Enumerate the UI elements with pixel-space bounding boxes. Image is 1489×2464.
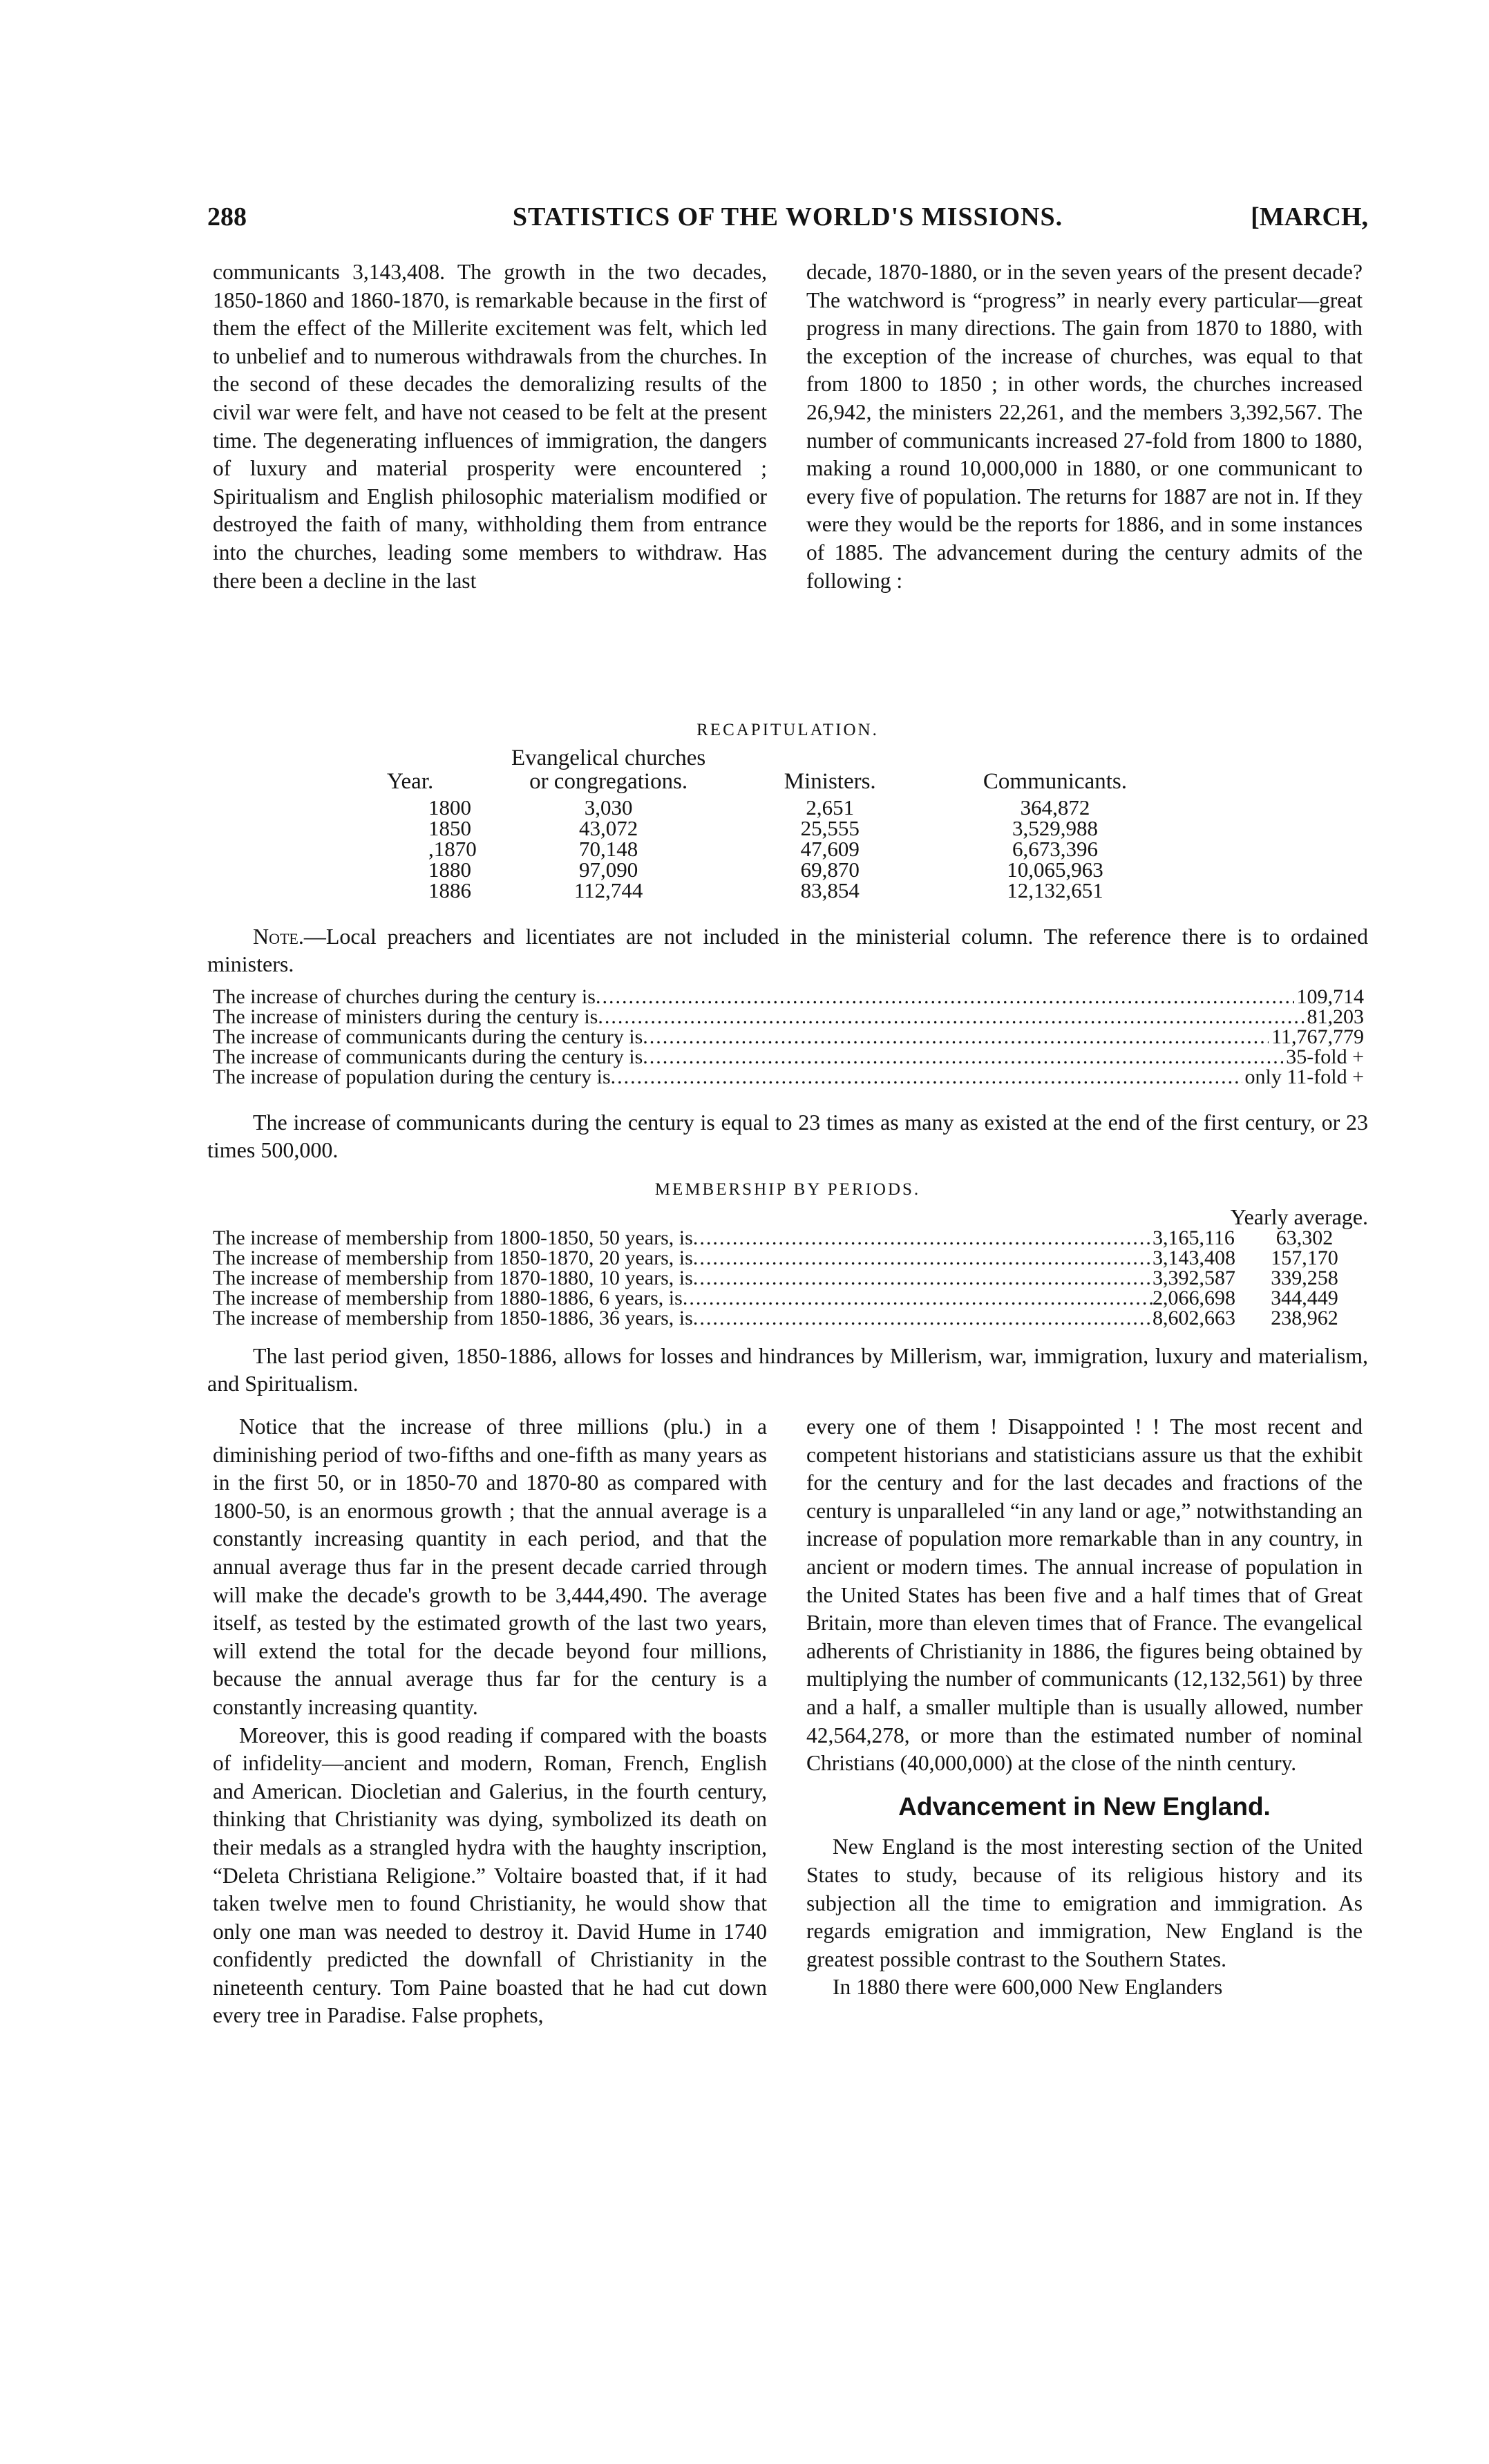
dot-leader	[693, 1308, 1153, 1328]
dot-leader	[683, 1288, 1153, 1308]
list-item	[213, 1047, 1364, 1067]
table-row	[213, 1228, 1360, 1248]
membership-label: The increase of membership from 1880-1886, 6 years, is	[213, 1287, 683, 1309]
increase-label: The increase of population during the century is	[213, 1065, 611, 1088]
cell-ministers: 25,555	[800, 816, 860, 840]
membership-average: 339,258	[1271, 1267, 1338, 1289]
dot-leader	[693, 1248, 1153, 1268]
increase-label: The increase of ministers during the century is	[213, 1005, 598, 1028]
running-title: STATISTICS OF THE WORLD'S MISSIONS.	[512, 202, 1063, 231]
recapitulation-table	[387, 746, 1175, 901]
increase-label: The increase of communicants during the century is	[213, 1025, 643, 1048]
note-label: Note.	[253, 924, 304, 949]
increase-value: 109,714	[1296, 985, 1364, 1008]
dot-leader	[643, 1047, 1283, 1067]
list-item	[213, 1027, 1364, 1047]
membership-label: The increase of membership from 1850-1870, 20 years, is	[213, 1247, 693, 1269]
last-period-paragraph: The last period given, 1850-1886, allows for losses and hindrances by Millerism, war, immigration, luxury and materialism, and Spiritualism.	[207, 1343, 1368, 1396]
col-header-churches-line1: Evangelical churches	[511, 746, 706, 770]
increase-list	[213, 987, 1364, 1087]
column-top-right	[806, 258, 1363, 595]
table-row	[387, 839, 1175, 860]
yearly-average-header: Yearly average.	[1230, 1204, 1368, 1229]
dot-leader	[611, 1067, 1242, 1087]
cell-ministers: 69,870	[800, 857, 860, 882]
running-header	[207, 202, 1368, 240]
paragraph: decade, 1870-1880, or in the seven years of the present decade? The watchword is “progress” in nearly every particular—great progress in many directions. The gain from 1870 to 1880, with the exception of the increase of churches, was equal to that from 1800 to 1850 ; in other words, the churches increased 26,942, the ministers 22,261, and the members 3,392,567. The number of communicants increased 27-fold from 1800 to 1880, making a round 10,000,000 in 1880, or one communicant to every five of population. The returns for 1887 are not in. If they were they would be the reports for 1886, and in some instances of 1885. The advancement during the century admits of the following :	[806, 260, 1363, 593]
note-text: —Local preachers and licentiates are not included in the ministerial column. The reference there is to ordained ministers.	[207, 924, 1368, 976]
table-row	[387, 860, 1175, 880]
table-row	[387, 880, 1175, 901]
cell-communicants: 12,132,651	[1007, 878, 1103, 902]
cell-ministers: 2,651	[806, 795, 855, 819]
column-top-left	[213, 258, 767, 595]
running-month: [MARCH,	[1251, 202, 1368, 231]
cell-communicants: 6,673,396	[1012, 837, 1098, 861]
table-row	[213, 1268, 1360, 1288]
column-bottom-right	[806, 1413, 1363, 2002]
table-row	[213, 1248, 1360, 1268]
cell-year: 1886	[428, 878, 471, 902]
cell-year: 1800	[428, 795, 471, 819]
col-header-year: Year.	[387, 769, 434, 794]
table-row	[213, 1308, 1360, 1328]
table-row	[387, 797, 1175, 818]
paragraph: Notice that the increase of three millions (plu.) in a diminishing period of two-fifths and one-fifth as many years as in the first 50, or in 1850-70 and 1870-80 as compared with 1800-50, is an enormous growth ; that the annual average is a constantly increasing quantity in each period, and that the annual average thus far in the present decade carried through will make the decade's growth to be 3,444,490. The average itself, as tested by the estimated growth of the last two years, will extend the total for the decade beyond four millions, because the annual average thus far for the century is a constantly increasing quantity.	[213, 1414, 767, 1719]
increase-value: 81,203	[1307, 1005, 1364, 1028]
membership-average: 238,962	[1271, 1307, 1338, 1329]
paragraph: New England is the most interesting section of the United States to study, because of its religious history and its subjection all the time to emigration and immigration. As regards emigration and immigration, New England is the greatest possible contrast to the Southern States.	[806, 1835, 1363, 1971]
paragraph: communicants 3,143,408. The growth in the two decades, 1850-1860 and 1860-1870, is remarkable because in the first of them the effect of the Millerite excitement was felt, which led to unbelief and to numerous withdrawals from the churches. In the second of these decades the demoralizing results of the civil war were felt, and have not ceased to be felt at the present time. The degenerating influences of immigration, the dangers of luxury and material prosperity were encountered ; Spiritualism and English philosophic materialism modified or destroyed the faith of many, withholding them from entrance into the churches, leading some members to withdraw. Has there been a decline in the last	[213, 260, 767, 593]
cell-ministers: 83,854	[800, 878, 860, 902]
dot-leader	[596, 987, 1294, 1007]
column-bottom-left	[213, 1413, 767, 2030]
increase-value: 35-fold +	[1286, 1045, 1364, 1068]
col-header-ministers: Ministers.	[784, 769, 876, 794]
membership-label: The increase of membership from 1850-1886, 36 years, is	[213, 1307, 693, 1329]
membership-average: 157,170	[1271, 1247, 1338, 1269]
increase-value: only 11-fold +	[1244, 1065, 1364, 1088]
cell-churches: 3,030	[584, 795, 633, 819]
membership-total: 8,602,663	[1153, 1307, 1235, 1329]
cell-ministers: 47,609	[800, 837, 860, 861]
list-item	[213, 1067, 1364, 1087]
table-row	[213, 1288, 1360, 1308]
paragraph: In 1880 there were 600,000 New Englanders	[833, 1975, 1223, 2000]
cell-communicants: 10,065,963	[1007, 857, 1103, 882]
paragraph: every one of them ! Disappointed ! ! The most recent and competent historians and statisticians assure us that the exhibit for the century and for the last decades and fractions of the century is unparalleled “in any land or age,” notwithstanding an increase of population more remarkable than in any country, in ancient or modern times. The annual increase of population in the United States has been five and a half times that of Great Britain, more than eleven times that of France. The evangelical adherents of Christianity in 1886, the figures being obtained by multiplying the number of communicants (12,132,561) by three and a half, a smaller multiple than is usually allowed, number 42,564,278, or more than the estimated number of nominal Christians (40,000,000) at the close of the ninth century.	[806, 1414, 1363, 1776]
page-number: 288	[207, 202, 247, 231]
paragraph: Moreover, this is good reading if compared with the boasts of infidelity—ancient and modern, Roman, French, English and American. Diocletian and Galerius, in the fourth century, thinking that Christianity was dying, symbolized its death on their medals as a strangled hydra with the haughty inscription, “Deleta Christiana Religione.” Voltaire boasted that, if it had taken twelve men to found Christianity, he would show that only one man was needed to destroy it. David Hume in 1740 confidently predicted the downfall of Christianity in the nineteenth century. Tom Paine boasted that he had cut down every tree in Paradise. False prophets,	[213, 1723, 767, 2028]
dot-leader	[598, 1007, 1304, 1027]
membership-caption: MEMBERSHIP BY PERIODS.	[654, 1180, 921, 1199]
membership-average: 63,302	[1275, 1226, 1334, 1249]
membership-total: 3,165,116	[1153, 1226, 1235, 1249]
col-header-churches-line2: or congregations.	[529, 769, 688, 794]
increase-value: 11,767,779	[1271, 1025, 1364, 1048]
list-item	[213, 987, 1364, 1007]
dot-leader	[643, 1027, 1269, 1047]
dot-leader	[693, 1268, 1153, 1288]
recapitulation-caption: RECAPITULATION.	[696, 721, 879, 739]
cell-communicants: 364,872	[1020, 795, 1090, 819]
membership-total: 3,392,587	[1153, 1267, 1235, 1289]
cell-churches: 70,148	[578, 837, 638, 861]
increase-label: The increase of churches during the century is	[213, 985, 596, 1008]
col-header-communicants: Communicants.	[983, 769, 1127, 794]
membership-total: 2,066,698	[1153, 1287, 1235, 1309]
table-row	[387, 818, 1175, 839]
cell-year: 1850	[428, 816, 471, 840]
section-heading: Advancement in New England.	[898, 1792, 1271, 1821]
increase-label: The increase of communicants during the century is	[213, 1045, 643, 1068]
membership-average: 344,449	[1271, 1287, 1338, 1309]
membership-label: The increase of membership from 1870-1880, 10 years, is	[213, 1267, 693, 1289]
list-item	[213, 1007, 1364, 1027]
cell-year: ,1870	[428, 837, 477, 861]
cell-churches: 43,072	[578, 816, 638, 840]
cell-churches: 112,744	[573, 878, 643, 902]
cell-year: 1880	[428, 857, 471, 882]
dot-leader	[693, 1228, 1153, 1248]
increase-paragraph: The increase of communicants during the century is equal to 23 times as many as existed at the end of the first century, or 23 times 500,000.	[207, 1110, 1368, 1162]
membership-total: 3,143,408	[1153, 1247, 1235, 1269]
cell-churches: 97,090	[578, 857, 638, 882]
membership-table	[213, 1228, 1360, 1328]
membership-label: The increase of membership from 1800-1850, 50 years, is	[213, 1226, 693, 1249]
cell-communicants: 3,529,988	[1012, 816, 1098, 840]
table-note	[207, 922, 1368, 978]
